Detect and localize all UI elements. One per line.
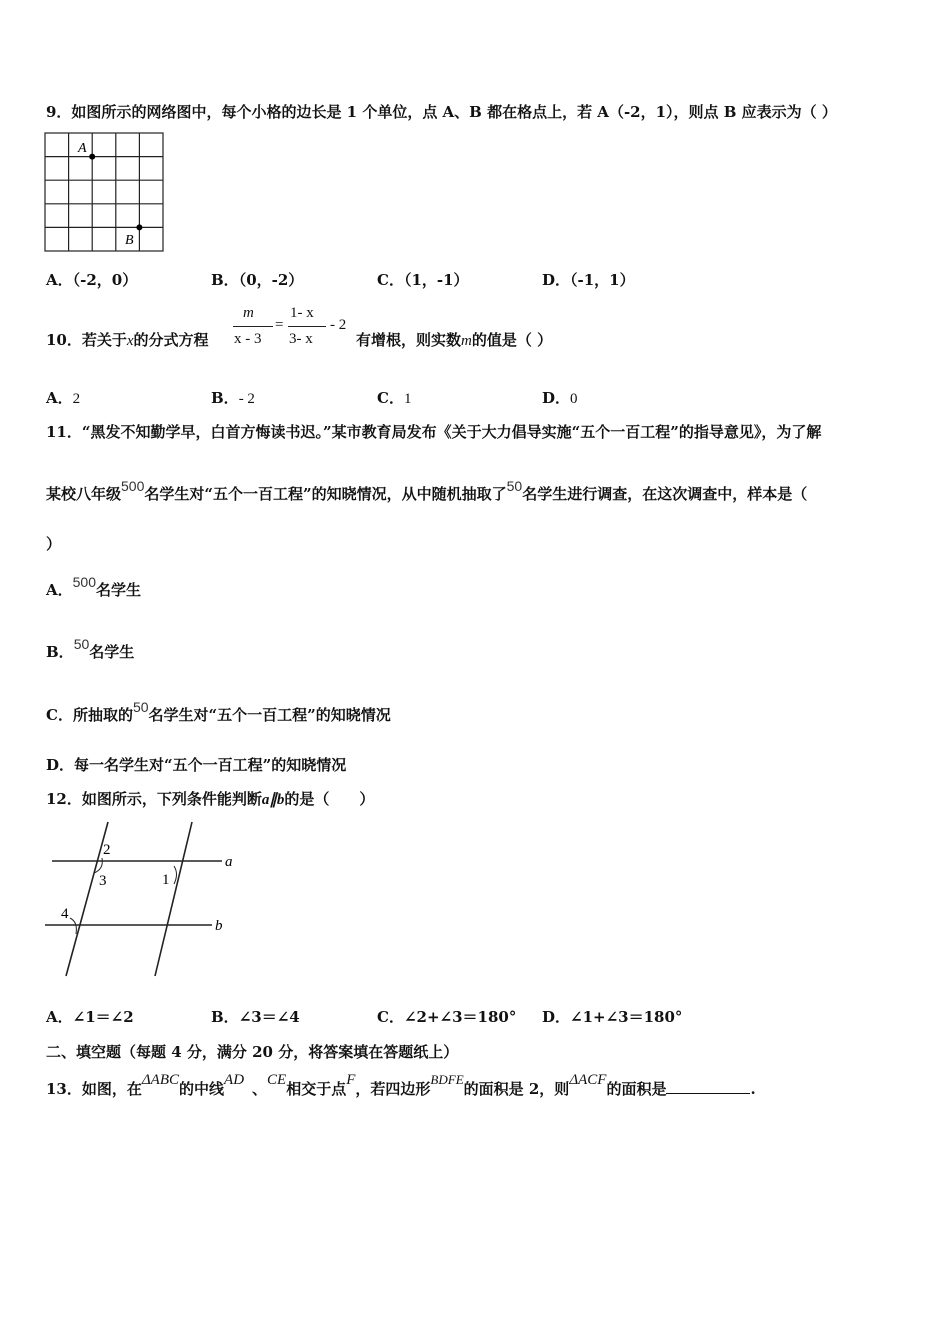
q10-frac1-den: x - 3 — [234, 331, 262, 347]
q9-grid-figure — [44, 132, 168, 256]
label-a: A — [78, 141, 87, 156]
q11-line1: 11．“黑发不知勤学早，白首方悔读书迟。”某市教育局发布《关于大力倡导实施“五个一百工程”的指导意见》，为了解 — [46, 423, 822, 441]
q10-option-b[interactable]: B．- 2 — [211, 389, 255, 407]
label-3: 3 — [99, 873, 107, 889]
q10-stem-left: 10．若关于x的分式方程 — [46, 331, 209, 349]
q9-option-c[interactable]: C．（1，-1） — [377, 271, 469, 289]
point-a — [89, 154, 95, 160]
q11-line3: ） — [46, 535, 62, 553]
q10-minus-two: - 2 — [330, 317, 347, 333]
section2-title: 二、填空题（每题 4 分，满分 20 分，将答案填在答题纸上） — [46, 1043, 459, 1061]
q12-parallel-lines-figure — [42, 818, 242, 980]
q13-answer-blank[interactable] — [666, 1079, 750, 1094]
q10-frac2-bar — [288, 326, 326, 327]
q10-frac1-num: m — [243, 305, 254, 321]
label-4: 4 — [61, 906, 69, 922]
q12-option-c[interactable]: C．∠2+∠3＝180° — [377, 1008, 517, 1026]
q10-equals: = — [275, 317, 284, 333]
q11-option-a[interactable]: A．500名学生 — [46, 574, 142, 599]
q12-stem: 12．如图所示，下列条件能判断a∥b的是（ ） — [46, 790, 375, 808]
q9-stem: 9．如图所示的网络图中，每个小格的边长是 1 个单位，点 A、B 都在格点上，若 A（-2，1），则点 B 应表示为（ ） — [46, 103, 837, 121]
q12-option-a[interactable]: A．∠1＝∠2 — [46, 1008, 134, 1026]
q9-option-a[interactable]: A．（-2，0） — [46, 271, 138, 289]
q12-option-d[interactable]: D．∠1+∠3＝180° — [542, 1008, 683, 1026]
q10-option-a[interactable]: A．2 — [46, 389, 81, 407]
q11-option-d[interactable]: D．每一名学生对“五个一百工程”的知晓情况 — [46, 756, 347, 774]
q9-option-d[interactable]: D．（-1，1） — [542, 271, 635, 289]
label-b: B — [125, 233, 134, 248]
q10-frac1-bar — [233, 326, 273, 327]
q10-stem-right: 有增根，则实数m的值是（ ） — [356, 331, 553, 349]
q9-option-b[interactable]: B．（0，-2） — [211, 271, 304, 289]
label-1: 1 — [162, 872, 170, 888]
q10-option-c[interactable]: C．1 — [377, 389, 412, 407]
q10-frac2-den: 3- x — [289, 331, 313, 347]
point-b — [136, 224, 142, 230]
q13-stem: 13．如图，在ΔABC的中线AD 、CE相交于点F，若四边形BDFE的面积是 2，则ΔACF的面积是 . — [46, 1072, 756, 1098]
label-a-line: a — [225, 854, 233, 870]
q10-option-d[interactable]: D．0 — [542, 389, 578, 407]
q11-option-b[interactable]: B．50名学生 — [46, 636, 135, 661]
label-b-line: b — [215, 918, 223, 934]
label-2: 2 — [103, 842, 111, 858]
q12-option-b[interactable]: B．∠3＝∠4 — [211, 1008, 300, 1026]
q10-frac2-num: 1- x — [290, 305, 314, 321]
q11-line2: 某校八年级500名学生对“五个一百工程”的知晓情况，从中随机抽取了50名学生进行调查，在这次调查中，样本是（ — [46, 478, 808, 503]
q11-option-c[interactable]: C．所抽取的50名学生对“五个一百工程”的知晓情况 — [46, 699, 391, 724]
